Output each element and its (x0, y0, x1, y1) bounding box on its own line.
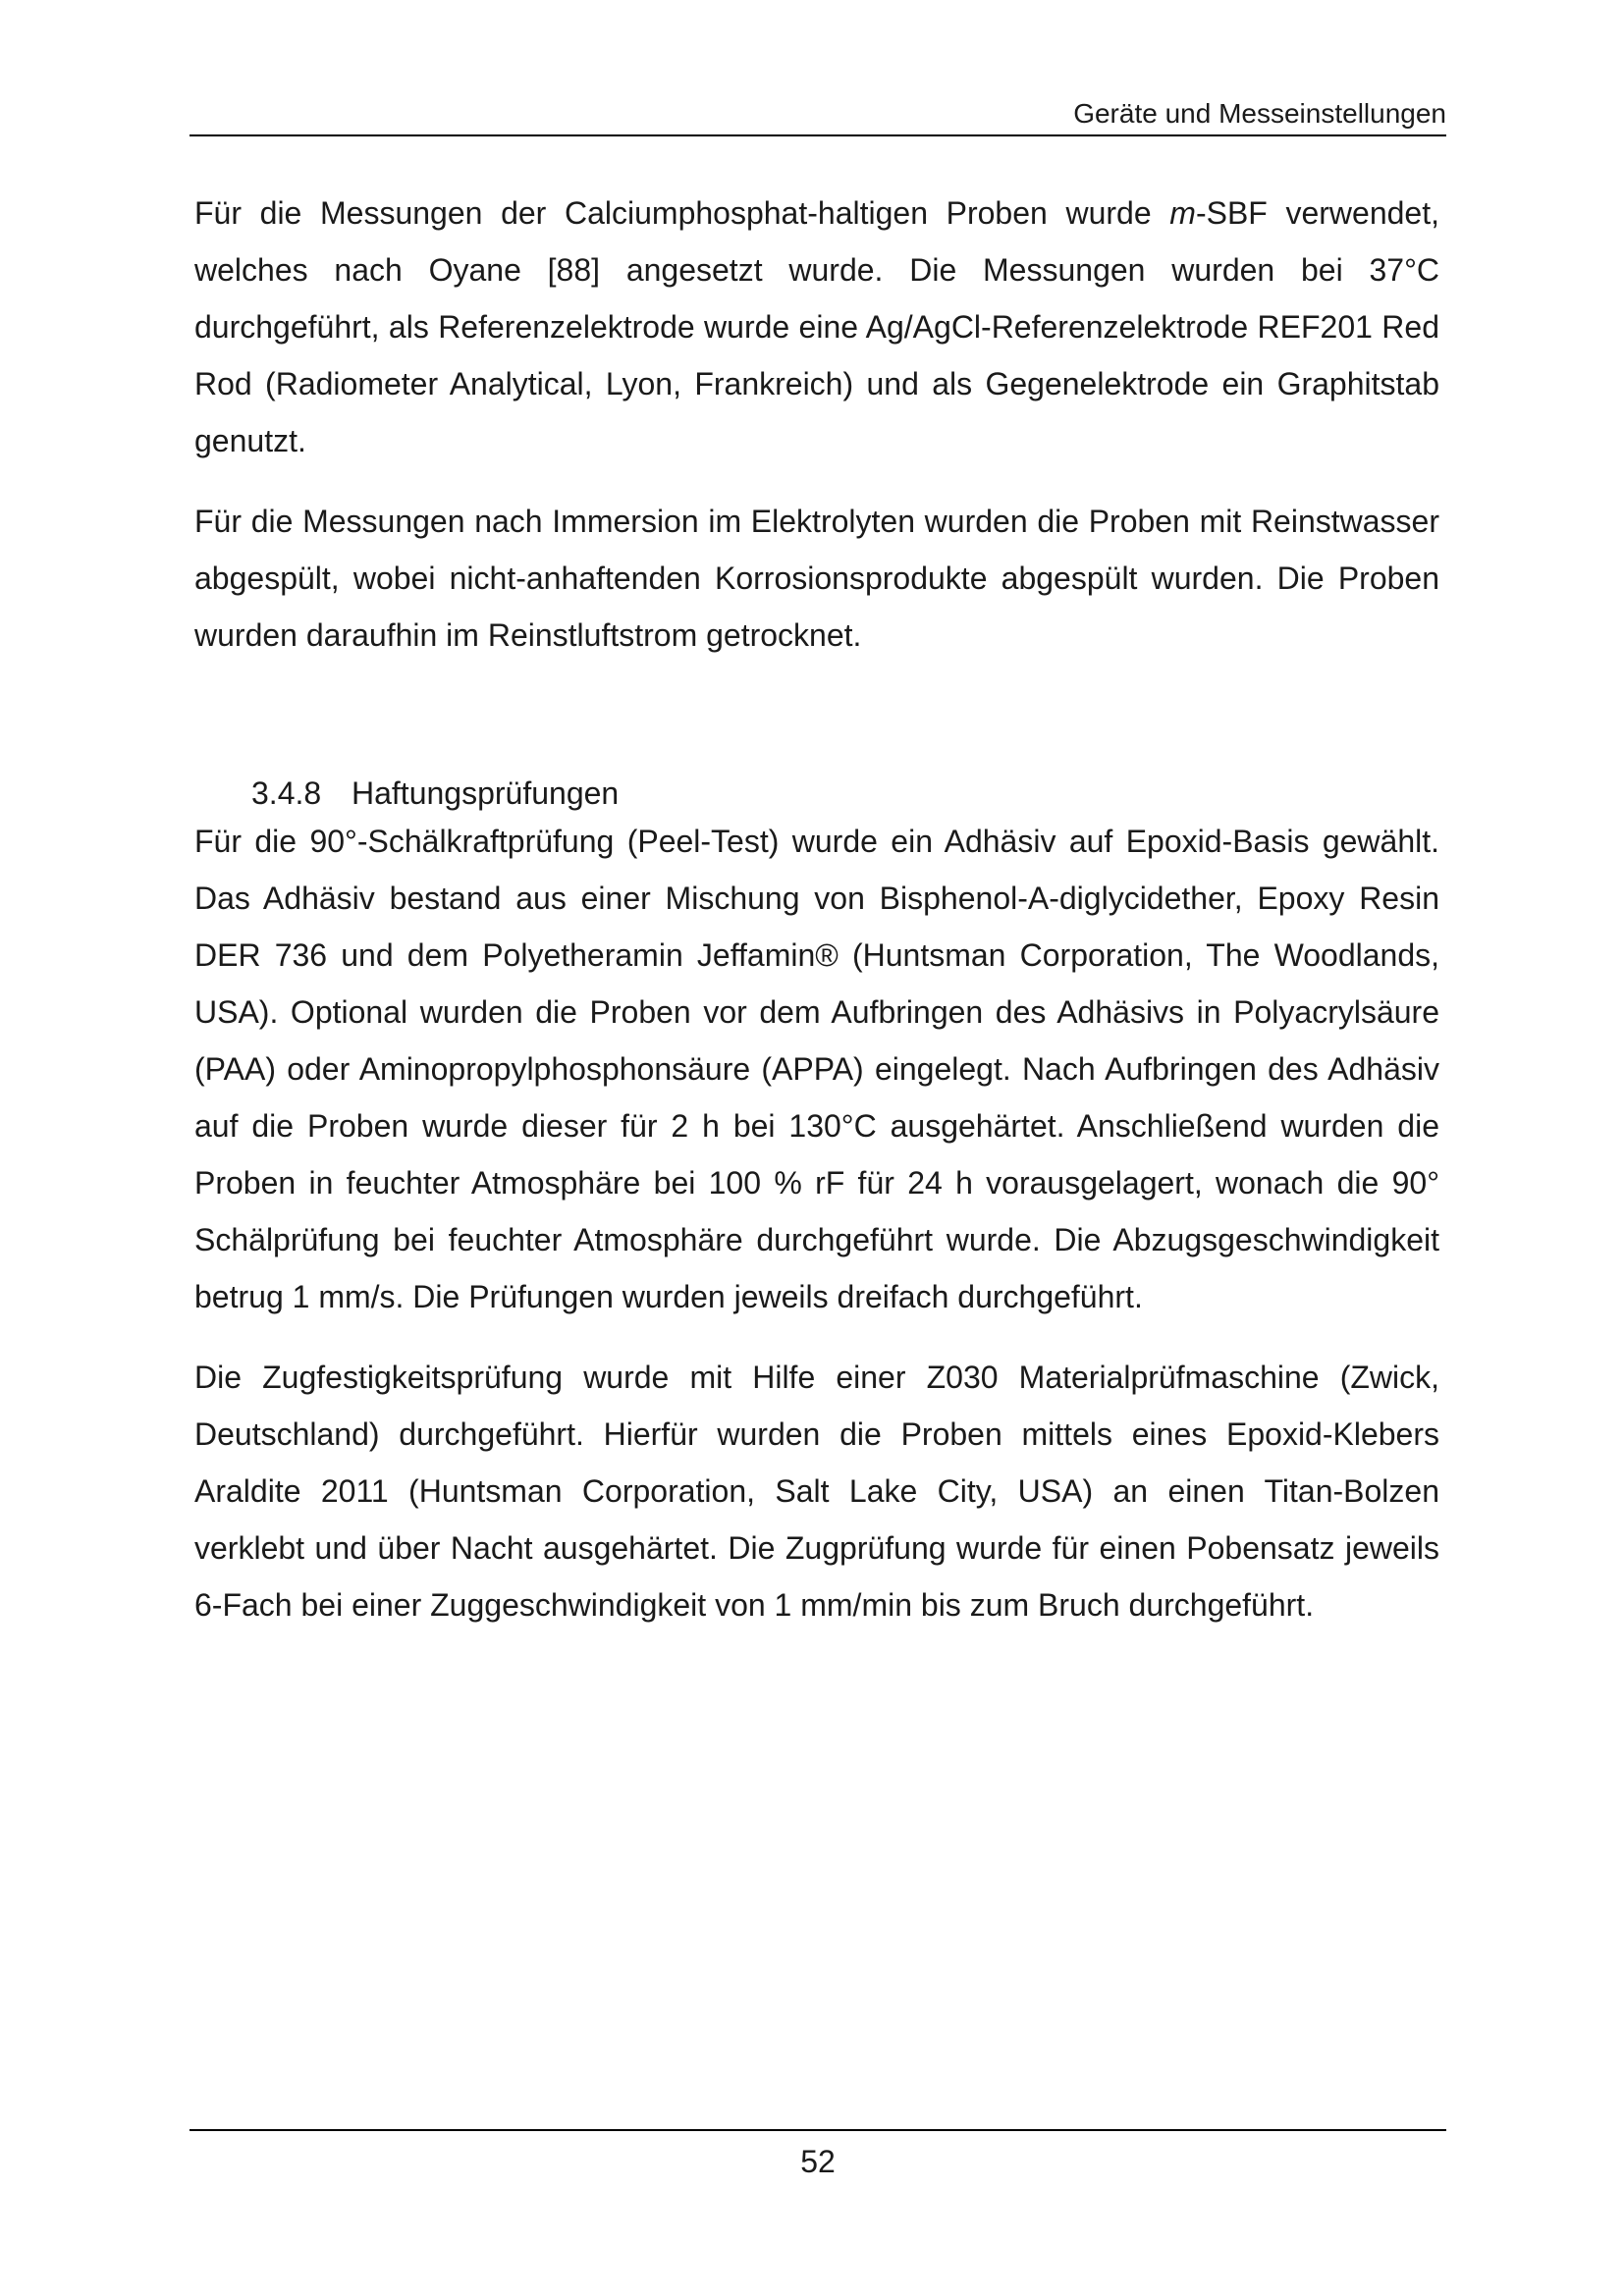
header-rule (189, 134, 1446, 136)
running-header: Geräte und Messeinstellungen (1073, 98, 1446, 129)
page-number: 52 (800, 2144, 836, 2179)
paragraph-measurement-setup (194, 185, 1439, 469)
paragraph-text-rest: -SBF verwendet, welches nach Oyane [88] angesetzt wurde. Die Messungen wurden bei 37°C durchgeführt, als Referenzelektrode wurde eine Ag/AgCl-Referenzelektrode REF201 Red Rod (Radiometer Analytical, Lyon, Frankreich) und als Gegenelektrode ein Graphitstab genutzt. (194, 195, 1440, 458)
italic-m: m (1169, 195, 1196, 231)
page-body (194, 185, 1439, 1657)
paragraph-peel-test: Für die 90°-Schälkraftprüfung (Peel-Test) wurde ein Adhäsiv auf Epoxid-Basis gewählt. Das Adhäsiv bestand aus einer Mischung von Bisphenol-A-diglycidether, Epoxy Resin DER 736 und dem Polyetheramin Jeffamin® (Huntsman Corporation, The Woodlands, USA). Optional wurden die Proben vor dem Aufbringen des Adhäsivs in Polyacrylsäure (PAA) oder Aminopropylphosphonsäure (APPA) eingelegt. Nach Aufbringen des Adhäsiv auf die Proben wurde dieser für 2 h bei 130°C ausgehärtet. Anschließend wurden die Proben in feuchter Atmosphäre bei 100 % rF für 24 h vorausgelagert, wonach die 90° Schälprüfung bei feuchter Atmosphäre durchgeführt wurde. Die Abzugsgeschwindigkeit betrug 1 mm/s. Die Prüfungen wurden jeweils dreifach durchgeführt. (194, 824, 1439, 1314)
section-heading (251, 774, 1439, 813)
paragraph-tensile-test: Die Zugfestigkeitsprüfung wurde mit Hilfe einer Z030 Materialprüfmaschine (Zwick, Deutschland) durchgeführt. Hierfür wurden die Proben mittels eines Epoxid-Klebers Araldite 2011 (Huntsman Corporation, Salt Lake City, USA) an einen Titan-Bolzen verklebt und über Nacht ausgehärtet. Die Zugprüfung wurde für einen Pobensatz jeweils 6-Fach bei einer Zuggeschwindigkeit von 1 mm/min bis zum Bruch durchgeführt. (194, 1360, 1439, 1623)
paragraph-immersion-rinse: Für die Messungen nach Immersion im Elektrolyten wurden die Proben mit Reinstwasser abgespült, wobei nicht-anhaftenden Korrosionsprodukte abgespült wurden. Die Proben wurden daraufhin im Reinstluftstrom getrocknet. (194, 504, 1439, 653)
footer-rule (189, 2129, 1446, 2131)
section-number: 3.4.8 (251, 775, 322, 811)
section-title: Haftungsprüfungen (352, 775, 620, 811)
paragraph-text-start: Für die Messungen der Calciumphosphat-haltigen Proben wurde (194, 195, 1170, 231)
